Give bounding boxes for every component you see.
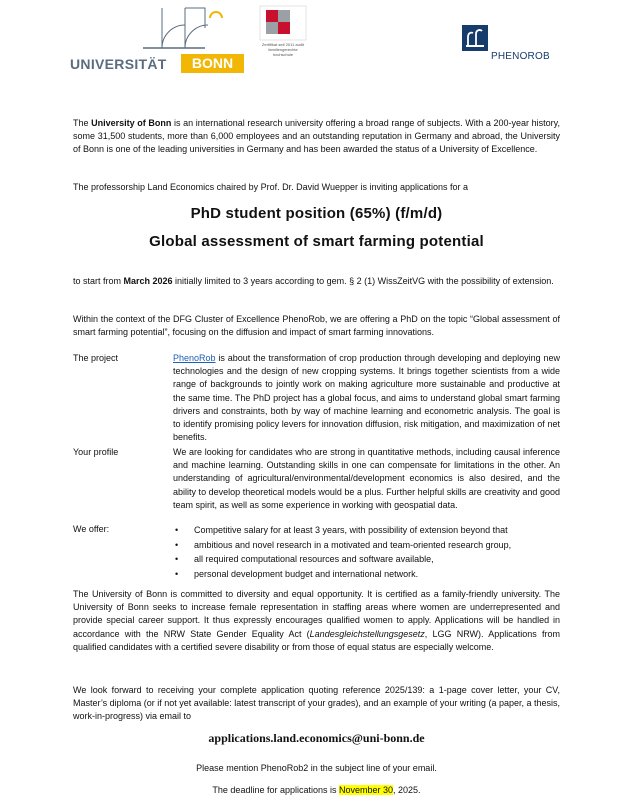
intro-text-start: The: [73, 118, 92, 128]
offer-list: [173, 523, 573, 581]
bonn-logo-box: BONN: [181, 54, 244, 73]
application-instructions: We look forward to receiving your complete application quoting reference 2025/139: a 1-page cover letter, your CV, Master’s diploma (or if not yet available: latest transcript of your grades), and an example of your writing (a paper, a thesis, work-in-progress) via email to: [73, 685, 560, 722]
bonn-logo-word: UNIVERSITÄT: [70, 56, 167, 72]
project-text: is about the transformation of crop production through developing and deploying new technologies and the design of new cropping systems. It brings together scientists from a wide range of backgrounds to jointly work on making agriculture more sustainable and productive at the same time. The PhD project has a global focus, and aims to understand global smart farming drivers and constraints, both by way of machine learning and econometric analysis. The goal is to identify promising policy levers for innovation diffusion, risk mitigation, and maximization of net benefits.: [173, 353, 560, 443]
position-title: PhD student position (65%) (f/m/d): [190, 205, 443, 222]
project-title: Global assessment of smart farming potential: [149, 233, 484, 250]
application-email-address[interactable]: applications.land.economics@uni-bonn.de: [208, 731, 425, 745]
phenorob-link[interactable]: PhenoRob: [173, 353, 216, 363]
project-description: [173, 352, 560, 444]
family-friendly-certificate-logo: [258, 4, 308, 68]
deadline-text-a: The deadline for applications is: [212, 785, 339, 795]
start-date-paragraph: [73, 275, 560, 288]
phenorob-logo-text: PHENOROB: [491, 51, 550, 62]
project-section-label: The project: [73, 353, 119, 363]
diversity-law-name: Landesgleichstellungsgesetz: [309, 628, 425, 639]
bonn-logo-graphic-icon: [70, 4, 245, 54]
application-deadline: [0, 784, 633, 797]
intro-text-rest: is an international research university offering a broad range of subjects. With a 200-year history, some 31,500 students, more than 6,000 employees and an outstanding reputation in Germany and abroad, the University of Bonn is one of the leading universities in Germany and has been awarded the status of a University of Excellence.: [73, 118, 561, 155]
certificate-caption: Zertifikat seit 2011 audit familiengerechte hochschule: [261, 42, 305, 57]
university-bonn-logo: [70, 4, 245, 74]
profile-section-label: Your profile: [73, 447, 119, 457]
start-month: March 2026: [123, 276, 173, 286]
phenorob-logo: [462, 25, 572, 75]
deadline-date-highlight: November 30: [339, 785, 394, 795]
invitation-sentence: The professorship Land Economics chaired by Prof. Dr. David Wuepper is inviting applications for a: [73, 182, 469, 192]
context-paragraph: Within the context of the DFG Cluster of Excellence PhenoRob, we are offering a PhD on the topic “Global assessment of smart farming potential”, focusing on the diffusion and impact of smart farming innovations.: [73, 314, 560, 338]
phenorob-emblem-icon: [462, 25, 488, 51]
diversity-text-a: The University of Bonn is committed to diversity and equal opportunity. It is certified as a family-friendly university. The University of Bonn seeks to increase female representation in staffing areas where women are underrepresented and provide special career support. It thus expressly encourages qualified women to apply. Applications will be handled in accordance with the NRW State Gender Equality Act (: [73, 589, 560, 639]
offer-item-resources: • all required computational resources and software available,: [173, 552, 573, 567]
offer-item-research: • ambitious and novel research in a motivated and team-oriented research group,: [173, 538, 573, 553]
intro-university-name: University of Bonn: [91, 118, 172, 128]
subject-line-note: Please mention PhenoRob2 in the subject line of your email.: [196, 763, 437, 773]
offer-item-salary: • Competitive salary for at least 3 years, with possibility of extension beyond that: [173, 523, 573, 538]
offer-section-label: We offer:: [73, 524, 110, 534]
diversity-paragraph: [73, 588, 560, 654]
deadline-year: , 2025.: [393, 785, 421, 795]
intro-paragraph: [73, 117, 560, 157]
offer-item-development: • personal development budget and international network.: [173, 567, 573, 582]
start-text-c: initially limited to 3 years according to gem. § 2 (1) WissZeitVG with the possibility of extension.: [172, 276, 554, 286]
profile-description: We are looking for candidates who are strong in quantitative methods, including causal inference and machine learning. Outstanding skills in one can compensate for limitations in the other. An understanding of agricultural/environmental/development economics is also desired, and the ability to develop theoretical models would be a plus. Further helpful skills are creativity and good team spirit, as well as some experience in working with geospatial data.: [173, 447, 560, 510]
diversity-text-c: , LGG NRW). Applications from qualified candidates with a certified severe disability or from those of equal status are especially welcome.: [73, 628, 560, 652]
certificate-emblem-icon: [258, 4, 308, 42]
start-text-a: to start from: [73, 276, 124, 286]
